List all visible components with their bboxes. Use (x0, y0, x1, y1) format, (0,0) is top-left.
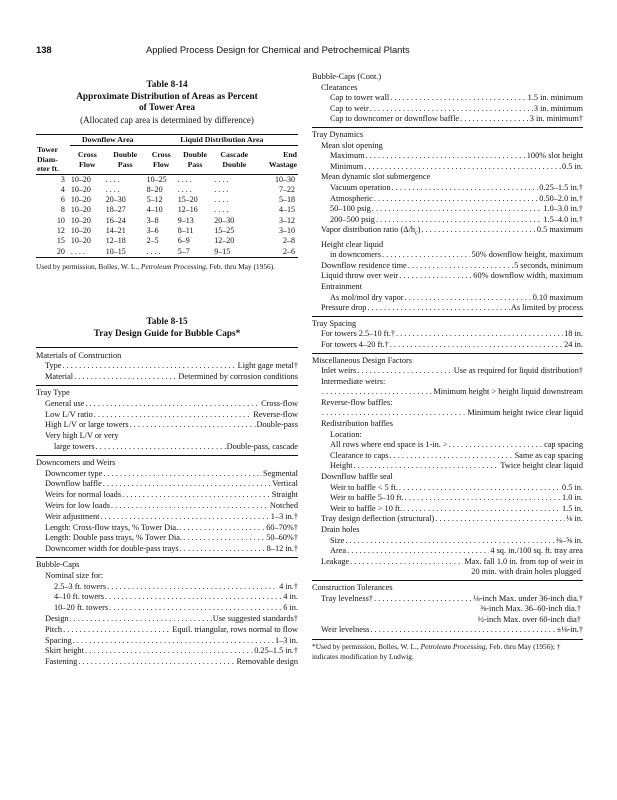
col-header: Cross Flow (77, 150, 97, 169)
table-cell: 20 (56, 246, 65, 256)
table-8-15-title: Table 8-15 (146, 317, 188, 328)
list-item: Mean dynamic slot submergence (321, 172, 431, 182)
table-cell: 7–22 (279, 184, 295, 194)
table-cell: 5–7 (177, 246, 190, 256)
table-cell: . . . . (214, 174, 229, 184)
table-cell: 16–24 (105, 215, 126, 225)
list-item: Height clear liquid (321, 239, 384, 249)
section-heading: Downcomers and Weirs (36, 457, 116, 467)
list-item: Inlet weirs . . . Use as required for liquid distribution† (312, 366, 583, 377)
list-item: 200–500 psig . . . 1.5–4.0 in.† (312, 215, 583, 226)
list-item: Liquid throw over weir . . . 60% downflow width, maximum (312, 271, 583, 282)
table-cell: 15 (56, 236, 65, 246)
table-cell: 15–25 (214, 225, 235, 235)
table-cell: . . . . (105, 184, 120, 194)
list-item: Area . . . 4 sq. in./100 sq. ft. tray area (312, 546, 583, 557)
table-cell: 14–21 (105, 225, 126, 235)
list-item: General use . . . Cross-flow (36, 399, 298, 410)
table-cell: . . . . (177, 184, 192, 194)
table-cell: 3–8 (146, 215, 159, 225)
table-cell: 12–16 (177, 205, 198, 215)
list-item: Maximum . . . 100% slot height (312, 151, 583, 162)
right-column (312, 72, 583, 661)
misc-design-section (312, 353, 583, 578)
table-cell: 10–20 (70, 195, 91, 205)
table-cell: 10 (56, 215, 65, 225)
list-item: Weir adjustment . . . 1–3 in.† (36, 512, 298, 523)
list-item: All rows where end space is 1-in. > . . . cap spacing (312, 440, 583, 451)
list-item: Tray levelness† . . . ⅛-inch Max. under 36-inch dia.† (312, 594, 583, 605)
table-row (36, 236, 298, 246)
table-cell: 4–10 (146, 205, 163, 215)
list-item: Skirt height . . . 0.25–1.5 in.† (36, 646, 298, 657)
table-cell: 2–5 (146, 236, 159, 246)
list-item: Downflow baffle seal (321, 472, 393, 482)
running-head: Applied Process Design for Chemical and Petrochemical Plants (146, 44, 410, 55)
tray-type-section (36, 385, 298, 453)
table-cell: 12–18 (105, 236, 126, 246)
list-item: 20 min. with drain holes plugged (471, 567, 581, 577)
table-cell: 12 (56, 225, 65, 235)
page-number: 138 (36, 44, 52, 55)
list-item: Tray design deflection (structural) . . . ⅛ in. (312, 514, 583, 525)
table-row (36, 247, 298, 258)
list-item: Pressure drop . . . As limited by process (312, 303, 583, 314)
list-item: ⅜-inch Max. 36–60-inch dia.† (480, 604, 581, 614)
table-cell: . . . . (70, 246, 85, 256)
table-cell: 10–25 (146, 174, 167, 184)
table-row (36, 216, 298, 226)
list-item: For towers 4–20 ft.† . . . 24 in. (312, 340, 583, 351)
list-item: Minimum . . . 0.5 in. (312, 162, 583, 173)
construction-tolerances-section (312, 580, 583, 636)
list-item: . . . Minimum height twice clear liquid (312, 408, 583, 419)
table-row (36, 205, 298, 215)
list-item: Downcomer width for double-pass trays . . . 8–12 in.† (36, 544, 298, 555)
group-liquid-distribution: Liquid Distribution Area (146, 135, 298, 145)
list-item: Downflow residence time . . . 5 seconds, minimum (312, 261, 583, 272)
list-item: Weir to baffle < 5 ft. . . . 0.5 in. (312, 483, 583, 494)
table-cell: 18–27 (105, 205, 126, 215)
list-item: 4–10 ft. towers . . . 4 in. (36, 592, 298, 603)
list-item: Low L/V ratio . . . Reverse-flow (36, 410, 298, 421)
table-cell: 9–15 (214, 246, 231, 256)
list-item: Type . . . Light gage metal† (36, 361, 298, 372)
table-cell: 10–20 (70, 225, 91, 235)
table-8-14-note: Used by permission, Bolles, W. L., Petroleum Processing, Feb. thru May (1956). (36, 261, 276, 271)
list-item: Weir levelness . . . ±⅛-in.† (312, 625, 583, 636)
table-cell: 10–20 (70, 236, 91, 246)
list-item: Weirs for normal loads . . . Straight (36, 490, 298, 501)
table-cell: 12–20 (214, 236, 235, 246)
list-item: Pitch . . . Equil. triangular, rows normal to flow (36, 625, 298, 636)
list-item: Cap to tower wall . . . 1.5 in. minimum (312, 93, 583, 104)
table-row (36, 226, 298, 236)
list-item: large towers . . . Double-pass, cascade (36, 442, 298, 453)
list-item: For towers 2.5–10 ft.† . . . 18 in. (312, 329, 583, 340)
list-item: Weir to baffle 5–10 ft. . . . 1.0 in. (312, 493, 583, 504)
bubble-caps-section (36, 557, 298, 668)
table-cell: 10–15 (105, 246, 126, 256)
list-item: Cap to weir . . . 3 in. minimum (312, 104, 583, 115)
section-heading: Bubble-Caps (36, 560, 80, 569)
table-cell: . . . . (214, 184, 229, 194)
table-row (36, 185, 298, 195)
table-cell: 10–20 (70, 205, 91, 215)
list-item: Very high L/V or very (45, 431, 119, 441)
list-item: As mol/mol dry vapor . . . 0.10 maximum (312, 293, 583, 304)
list-item: Reverse-flow baffles: (321, 397, 393, 407)
list-item: Fastening . . . Removable design (36, 657, 298, 668)
list-item: Material . . . Determined by corrosion conditions (36, 372, 298, 383)
list-item: Design . . . Use suggested standards† (36, 614, 298, 625)
table-8-14-body (36, 174, 298, 257)
list-item: . . . Minimum height > height liquid downstream (312, 387, 583, 398)
list-item: Leakage . . . Max. fall 1.0 in. from top of weir in (312, 557, 583, 568)
col-header: Cascade Double (220, 150, 249, 169)
col-header: Double Pass (113, 150, 138, 169)
list-item: Redistribution baffles (321, 419, 393, 429)
table-cell: 3–6 (146, 225, 159, 235)
table-cell: 3 (60, 174, 65, 184)
table-cell: 3–10 (279, 225, 295, 235)
table-8-14-subtitle-1: Approximate Distribution of Areas as Percent (76, 91, 258, 102)
list-item: Size . . . ⅜–⅝ in. (312, 536, 583, 547)
list-item: Height . . . Twice height clear liquid (312, 461, 583, 472)
list-item: Downflow baffle . . . Vertical (36, 479, 298, 490)
section-heading: Tray Spacing (312, 318, 357, 328)
table-cell: . . . . (146, 246, 161, 256)
materials-section (36, 347, 298, 383)
list-item: Clearance to caps . . . Same as cap spacing (312, 451, 583, 462)
list-item: Weirs for low loads . . . Notched (36, 501, 298, 512)
table-cell: 5–12 (146, 195, 163, 205)
table-cell: 9–13 (177, 215, 194, 225)
list-item: Vapor distribution ratio $(\Delta/h_c)$ . . . 0.5 maximum (312, 225, 583, 239)
table-cell: 4 (60, 184, 65, 194)
section-heading: Miscellaneous Design Factors (312, 355, 413, 365)
group-downflow-area: Downflow Area (70, 135, 146, 145)
table-row (36, 195, 298, 205)
list-item: Atmospheric . . . 0.50–2.0 in.† (312, 194, 583, 205)
section-heading: Tray Type (36, 388, 70, 398)
table-cell: 10–20 (70, 174, 91, 184)
list-item: Drain holes (321, 525, 360, 534)
list-item: Vacuum operation . . . 0.25–1.5 in.† (312, 183, 583, 194)
list-item: in downcomers . . . 50% downflow height, maximum (312, 250, 583, 261)
table-cell: . . . . (214, 205, 229, 215)
table-cell: . . . . (214, 195, 229, 205)
list-item: Spacing . . . 1–3 in. (36, 636, 298, 647)
table-cell: 10–20 (70, 184, 91, 194)
table-cell: 6–9 (177, 236, 190, 246)
table-8-14-subtitle-3: (Allocated cap area is determined by difference) (80, 114, 254, 125)
table-8-14-title: Table 8-14 (146, 80, 188, 90)
list-item: 50–100 psig . . . 1.0–3.0 in.† (312, 204, 583, 215)
downcomers-section (36, 455, 298, 555)
table-cell: 5–18 (279, 195, 295, 205)
list-item: Cap to downcomer or downflow baffle . . . 3 in. minimum† (312, 114, 583, 125)
list-item: Mean slot opening (321, 140, 383, 150)
section-heading: Clearances (321, 82, 358, 92)
table-cell: 15–20 (177, 195, 198, 205)
list-item: Entrainment (321, 281, 363, 291)
table-8-15-subtitle: Tray Design Guide for Bubble Caps* (93, 329, 241, 340)
table-cell: 3–12 (279, 215, 295, 225)
table-cell: 10–30 (275, 174, 295, 184)
section-heading: Materials of Construction (36, 350, 122, 360)
list-item: 10–20 ft. towers . . . 6 in. (36, 603, 298, 614)
list-item: Length: Cross-flow trays, % Tower Dia. . . . 60–70%† (36, 523, 298, 534)
table-cell: 20–30 (214, 215, 235, 225)
table-cell: 2–6 (283, 246, 295, 256)
table-cell: 20–30 (105, 195, 126, 205)
table-cell: . . . . (177, 174, 192, 184)
list-item: 2.5–3 ft. towers . . . 4 in.† (36, 582, 298, 593)
list-item: Nominal size for: (45, 570, 104, 580)
col-tower-diameter: Tower Diam- eter ft. (37, 145, 59, 174)
section-heading: Bubble-Caps (Cont.) (312, 72, 382, 81)
table-cell: 4–15 (279, 205, 295, 215)
tray-spacing-section (312, 316, 583, 351)
left-column (36, 80, 298, 668)
list-item: Location: (330, 429, 362, 439)
table-row (36, 174, 298, 185)
table-8-14 (36, 134, 298, 258)
list-item: Intermediate weirs: (321, 376, 386, 386)
list-item: Length: Double pass trays, % Tower Dia. . . . 50–60%† (36, 533, 298, 544)
list-item: Weir to baffle > 10 ft. . . . 1.5 in. (312, 504, 583, 515)
col-header: Cross Flow (151, 150, 171, 169)
list-item: High L/V or large towers . . . Double-pass (36, 420, 298, 431)
table-cell: 8 (60, 205, 65, 215)
table-cell: 6 (60, 195, 65, 205)
table-cell: 10–20 (70, 215, 91, 225)
section-heading: Tray Dynamics (312, 129, 364, 139)
table-cell: 8–20 (146, 184, 163, 194)
table-cell: . . . . (105, 174, 120, 184)
col-header: End Wastage (268, 150, 297, 169)
table-8-15-footnote: *Used by permission, Bolles, W. L., Petroleum Processing, Feb. thru May (1956); † indicates modification by Ludwig. (312, 639, 583, 661)
tray-dynamics-section (312, 127, 583, 314)
table-cell: 8–11 (177, 225, 194, 235)
list-item: Downcomer type . . . Segmental (36, 469, 298, 480)
col-header: Double Pass (183, 150, 207, 169)
table-8-14-subtitle-2: of Tower Area (139, 103, 195, 114)
table-cell: 2–8 (283, 236, 295, 246)
section-heading: Construction Tolerances (312, 582, 393, 592)
list-item: ½-inch Max. over 60-inch dia† (477, 614, 581, 624)
